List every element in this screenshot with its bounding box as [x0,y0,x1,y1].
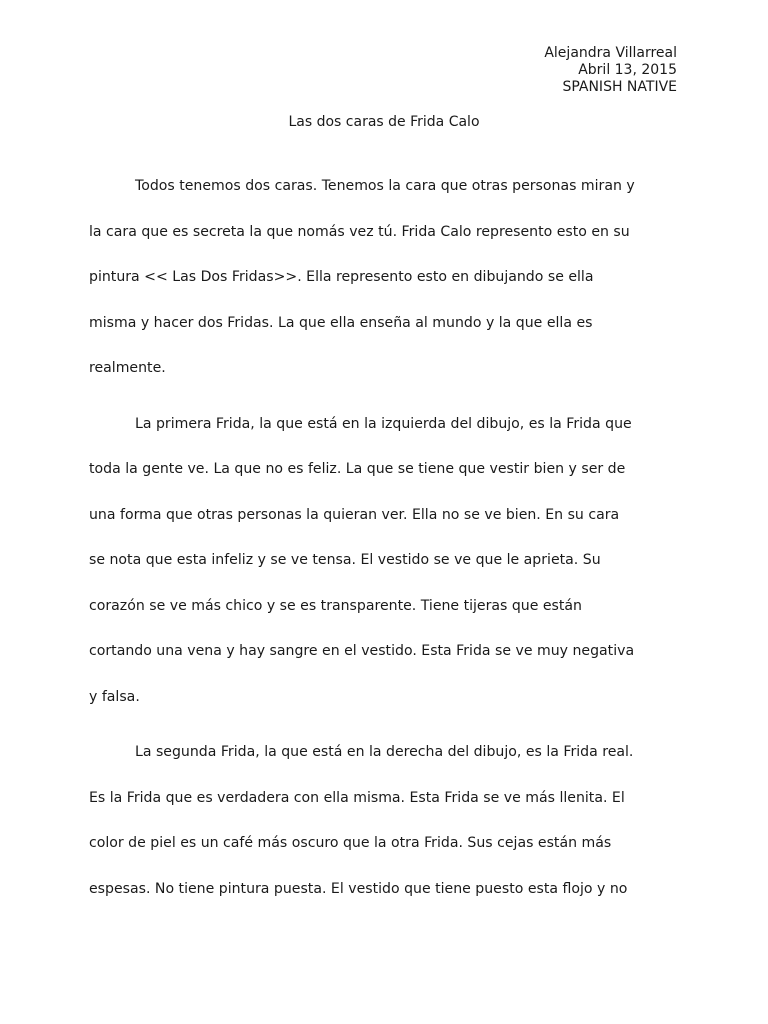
text-line: cortando una vena y hay sangre en el vestido. Esta Frida se ve muy negativa [89,643,635,659]
text-line: se nota que esta infeliz y se ve tensa. El vestido se ve que le aprieta. Su [89,552,601,568]
header-block [544,45,677,96]
text-line: la cara que es secreta la que nomás vez tú. Frida Calo represento esto en su [89,223,630,240]
text-line: y falsa. [89,688,140,705]
text-line: corazón se ve más chico y se es transparente. Tiene tijeras que están [89,597,582,614]
paragraph-3 [89,730,681,912]
text-line: La primera Frida, la que está en la izquierda del dibujo, es la Frida que [135,415,632,432]
text-line: toda la gente ve. La que no es feliz. La que se tiene que vestir bien y ser de [89,461,626,477]
text-line: una forma que otras personas la quieran ver. Ella no se ve bien. En su cara [89,506,620,523]
text-line: misma y hacer dos Fridas. La que ella enseña al mundo y la que ella es [89,314,593,331]
text-line: La segunda Frida, la que está en la derecha del dibujo, es la Frida real. [135,744,634,760]
author-name: Alejandra Villarreal [544,45,677,61]
paragraph-1 [89,164,681,392]
date-line: Abril 13, 2015 [578,62,677,78]
paragraph-2 [89,402,681,721]
course-line: SPANISH NATIVE [562,79,677,95]
document-title: Las dos caras de Frida Calo [288,114,480,130]
text-line: espesas. No tiene pintura puesta. El vestido que tiene puesto esta flojo y no [89,880,628,897]
text-line: Todos tenemos dos caras. Tenemos la cara que otras personas miran y [135,178,635,194]
text-line: pintura << Las Dos Fridas>>. Ella represento esto en dibujando se ella [89,269,594,285]
text-line: color de piel es un café más oscuro que la otra Frida. Sus cejas están más [89,835,612,851]
essay-body [89,164,681,922]
text-line: realmente. [89,360,166,376]
text-line: Es la Frida que es verdadera con ella misma. Esta Frida se ve más llenita. El [89,789,625,806]
